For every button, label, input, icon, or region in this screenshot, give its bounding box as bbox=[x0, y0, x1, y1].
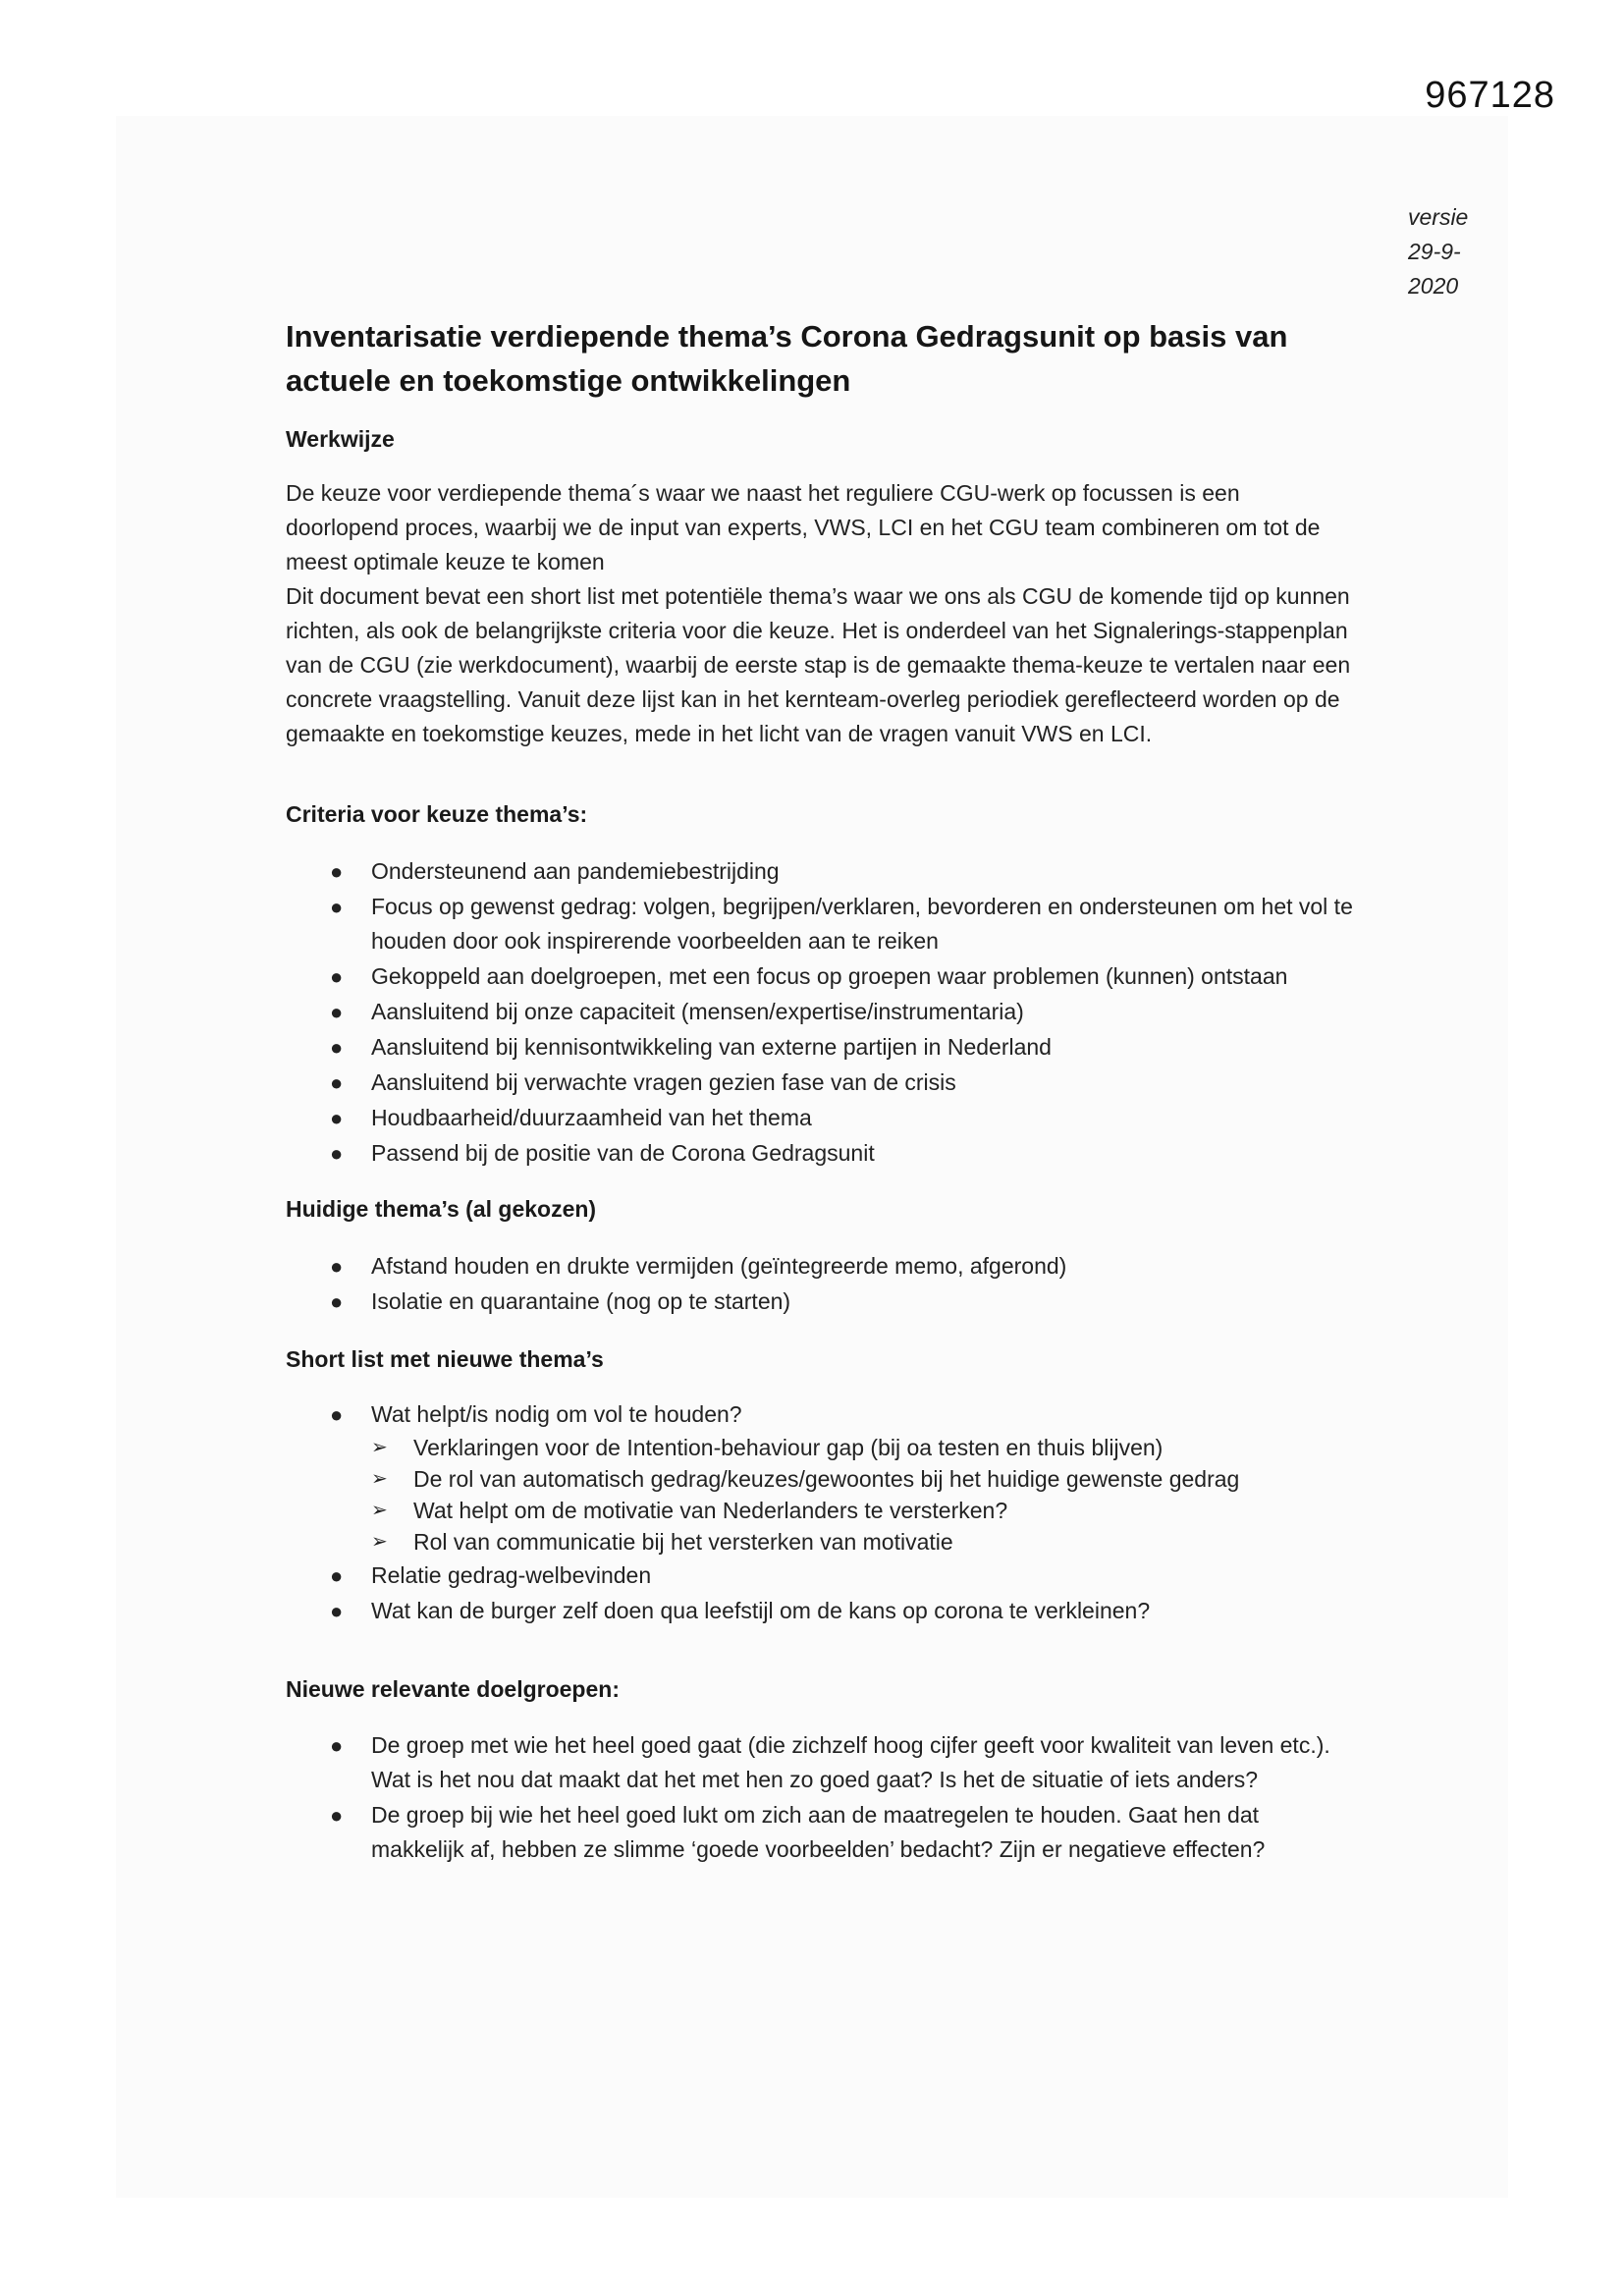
bullet-dot-icon: ● bbox=[330, 1402, 344, 1427]
document-title: Inventarisatie verdiepende thema’s Corona Gedragsunit op basis van actuele en toekomstige ontwikkelingen bbox=[286, 319, 1288, 398]
bullet-dot-icon: ● bbox=[330, 1563, 344, 1588]
bullet-dot-icon: ● bbox=[330, 1733, 344, 1758]
bullet-dot-icon: ● bbox=[330, 1599, 344, 1623]
heading-criteria: Criteria voor keuze thema’s: bbox=[286, 801, 588, 827]
bullet-dot-icon: ● bbox=[330, 1035, 344, 1060]
list-item: ● Isolatie en quarantaine (nog op te starten) bbox=[286, 1285, 1356, 1319]
sub-list bbox=[371, 1432, 1356, 1558]
short-list bbox=[286, 1397, 1356, 1629]
list-item: ● De groep met wie het heel goed gaat (die zichzelf hoog cijfer geeft voor kwaliteit van leven etc.). Wat is het nou dat maakt dat het met hen zo goed gaat? Is het de situatie of iets anders? bbox=[286, 1728, 1356, 1797]
sub-list-item: ➢ De rol van automatisch gedrag/keuzes/gewoontes bij het huidige gewenste gedrag bbox=[371, 1463, 1356, 1495]
list-item: ● Passend bij de positie van de Corona Gedragsunit bbox=[286, 1136, 1356, 1171]
arrowhead-icon: ➢ bbox=[371, 1468, 388, 1490]
bullet-dot-icon: ● bbox=[330, 1289, 344, 1314]
bullet-dot-icon: ● bbox=[330, 1000, 344, 1024]
sub-list-item: ➢ Rol van communicatie bij het versterken van motivatie bbox=[371, 1526, 1356, 1558]
list-item: ● Ondersteunend aan pandemiebestrijding bbox=[286, 854, 1356, 889]
list-item: ● Afstand houden en drukte vermijden (geïntegreerde memo, afgerond) bbox=[286, 1249, 1356, 1284]
list-item: ● Focus op gewenst gedrag: volgen, begrijpen/verklaren, bevorderen en ondersteunen om het vol te houden door ook inspirerende voorbeelden aan te reiken bbox=[286, 890, 1356, 958]
doelgroepen-list bbox=[286, 1728, 1356, 1868]
document-id: 967128 bbox=[1425, 75, 1555, 116]
arrowhead-icon: ➢ bbox=[371, 1500, 388, 1521]
bullet-dot-icon: ● bbox=[330, 1070, 344, 1095]
list-item: ● Wat kan de burger zelf doen qua leefstijl om de kans op corona te verkleinen? bbox=[286, 1594, 1356, 1628]
list-item: ● Houdbaarheid/duurzaamheid van het thema bbox=[286, 1101, 1356, 1135]
bullet-dot-icon: ● bbox=[330, 1254, 344, 1279]
bullet-dot-icon: ● bbox=[330, 895, 344, 919]
heading-short-list: Short list met nieuwe thema’s bbox=[286, 1346, 604, 1372]
werkwijze-paragraph-2: Dit document bevat een short list met potentiële thema’s waar we ons als CGU de komende tijd op kunnen richten, als ook de belangrijkste criteria voor die keuze. Het is onderdeel van het Signalerings-stappenplan van de CGU (zie werkdocument), waarbij de eerste stap is de gemaakte thema-keuze te vertalen naar een concrete vraagstelling. Vanuit deze lijst kan in het kernteam-overleg periodiek gereflecteerd worden op de gemaakte en toekomstige keuzes, mede in het licht van de vragen vanuit VWS en LCI. bbox=[286, 583, 1351, 746]
bullet-dot-icon: ● bbox=[330, 859, 344, 884]
list-item: ● Aansluitend bij onze capaciteit (mensen/expertise/instrumentaria) bbox=[286, 995, 1356, 1029]
bullet-dot-icon: ● bbox=[330, 1141, 344, 1166]
huidige-themas-list bbox=[286, 1249, 1356, 1320]
werkwijze-paragraph-1: De keuze voor verdiepende thema´s waar we naast het reguliere CGU-werk op focussen is een doorlopend proces, waarbij we de input van experts, VWS, LCI en het CGU team combineren om tot de meest optimale keuze te komen bbox=[286, 480, 1321, 574]
sub-list-item: ➢ Verklaringen voor de Intention-behaviour gap (bij oa testen en thuis blijven) bbox=[371, 1432, 1356, 1463]
criteria-list bbox=[286, 854, 1356, 1172]
list-item: ● Wat helpt/is nodig om vol te houden? ➢ Verklaringen voor de Intention-behaviour gap (bij oa testen en thuis blijven) ➢ De rol van automatisch gedrag/keuzes/gewoontes bij het huidige gewenste gedrag ➢ Wat helpt om de motivatie van Nederlanders te versterken? ➢ Rol van communicatie bij het versterken van motivatie bbox=[286, 1397, 1356, 1558]
sub-list-item: ➢ Wat helpt om de motivatie van Nederlanders te versterken? bbox=[371, 1495, 1356, 1526]
bullet-dot-icon: ● bbox=[330, 1106, 344, 1130]
bullet-dot-icon: ● bbox=[330, 1803, 344, 1828]
list-item: ● Aansluitend bij kennisontwikkeling van externe partijen in Nederland bbox=[286, 1030, 1356, 1065]
heading-doelgroepen: Nieuwe relevante doelgroepen: bbox=[286, 1676, 620, 1702]
version-label: versie 29-9-2020 bbox=[1408, 204, 1469, 299]
arrowhead-icon: ➢ bbox=[371, 1531, 388, 1553]
heading-werkwijze: Werkwijze bbox=[286, 426, 395, 452]
list-item: ● Aansluitend bij verwachte vragen gezien fase van de crisis bbox=[286, 1066, 1356, 1100]
list-item: ● Relatie gedrag-welbevinden bbox=[286, 1558, 1356, 1593]
list-item: ● De groep bij wie het heel goed lukt om zich aan de maatregelen te houden. Gaat hen dat makkelijk af, hebben ze slimme ‘goede voorbeelden’ bedacht? Zijn er negatieve effecten? bbox=[286, 1798, 1356, 1867]
arrowhead-icon: ➢ bbox=[371, 1437, 388, 1458]
heading-huidige-themas: Huidige thema’s (al gekozen) bbox=[286, 1196, 597, 1222]
bullet-dot-icon: ● bbox=[330, 964, 344, 989]
list-item: ● Gekoppeld aan doelgroepen, met een focus op groepen waar problemen (kunnen) ontstaan bbox=[286, 959, 1356, 994]
